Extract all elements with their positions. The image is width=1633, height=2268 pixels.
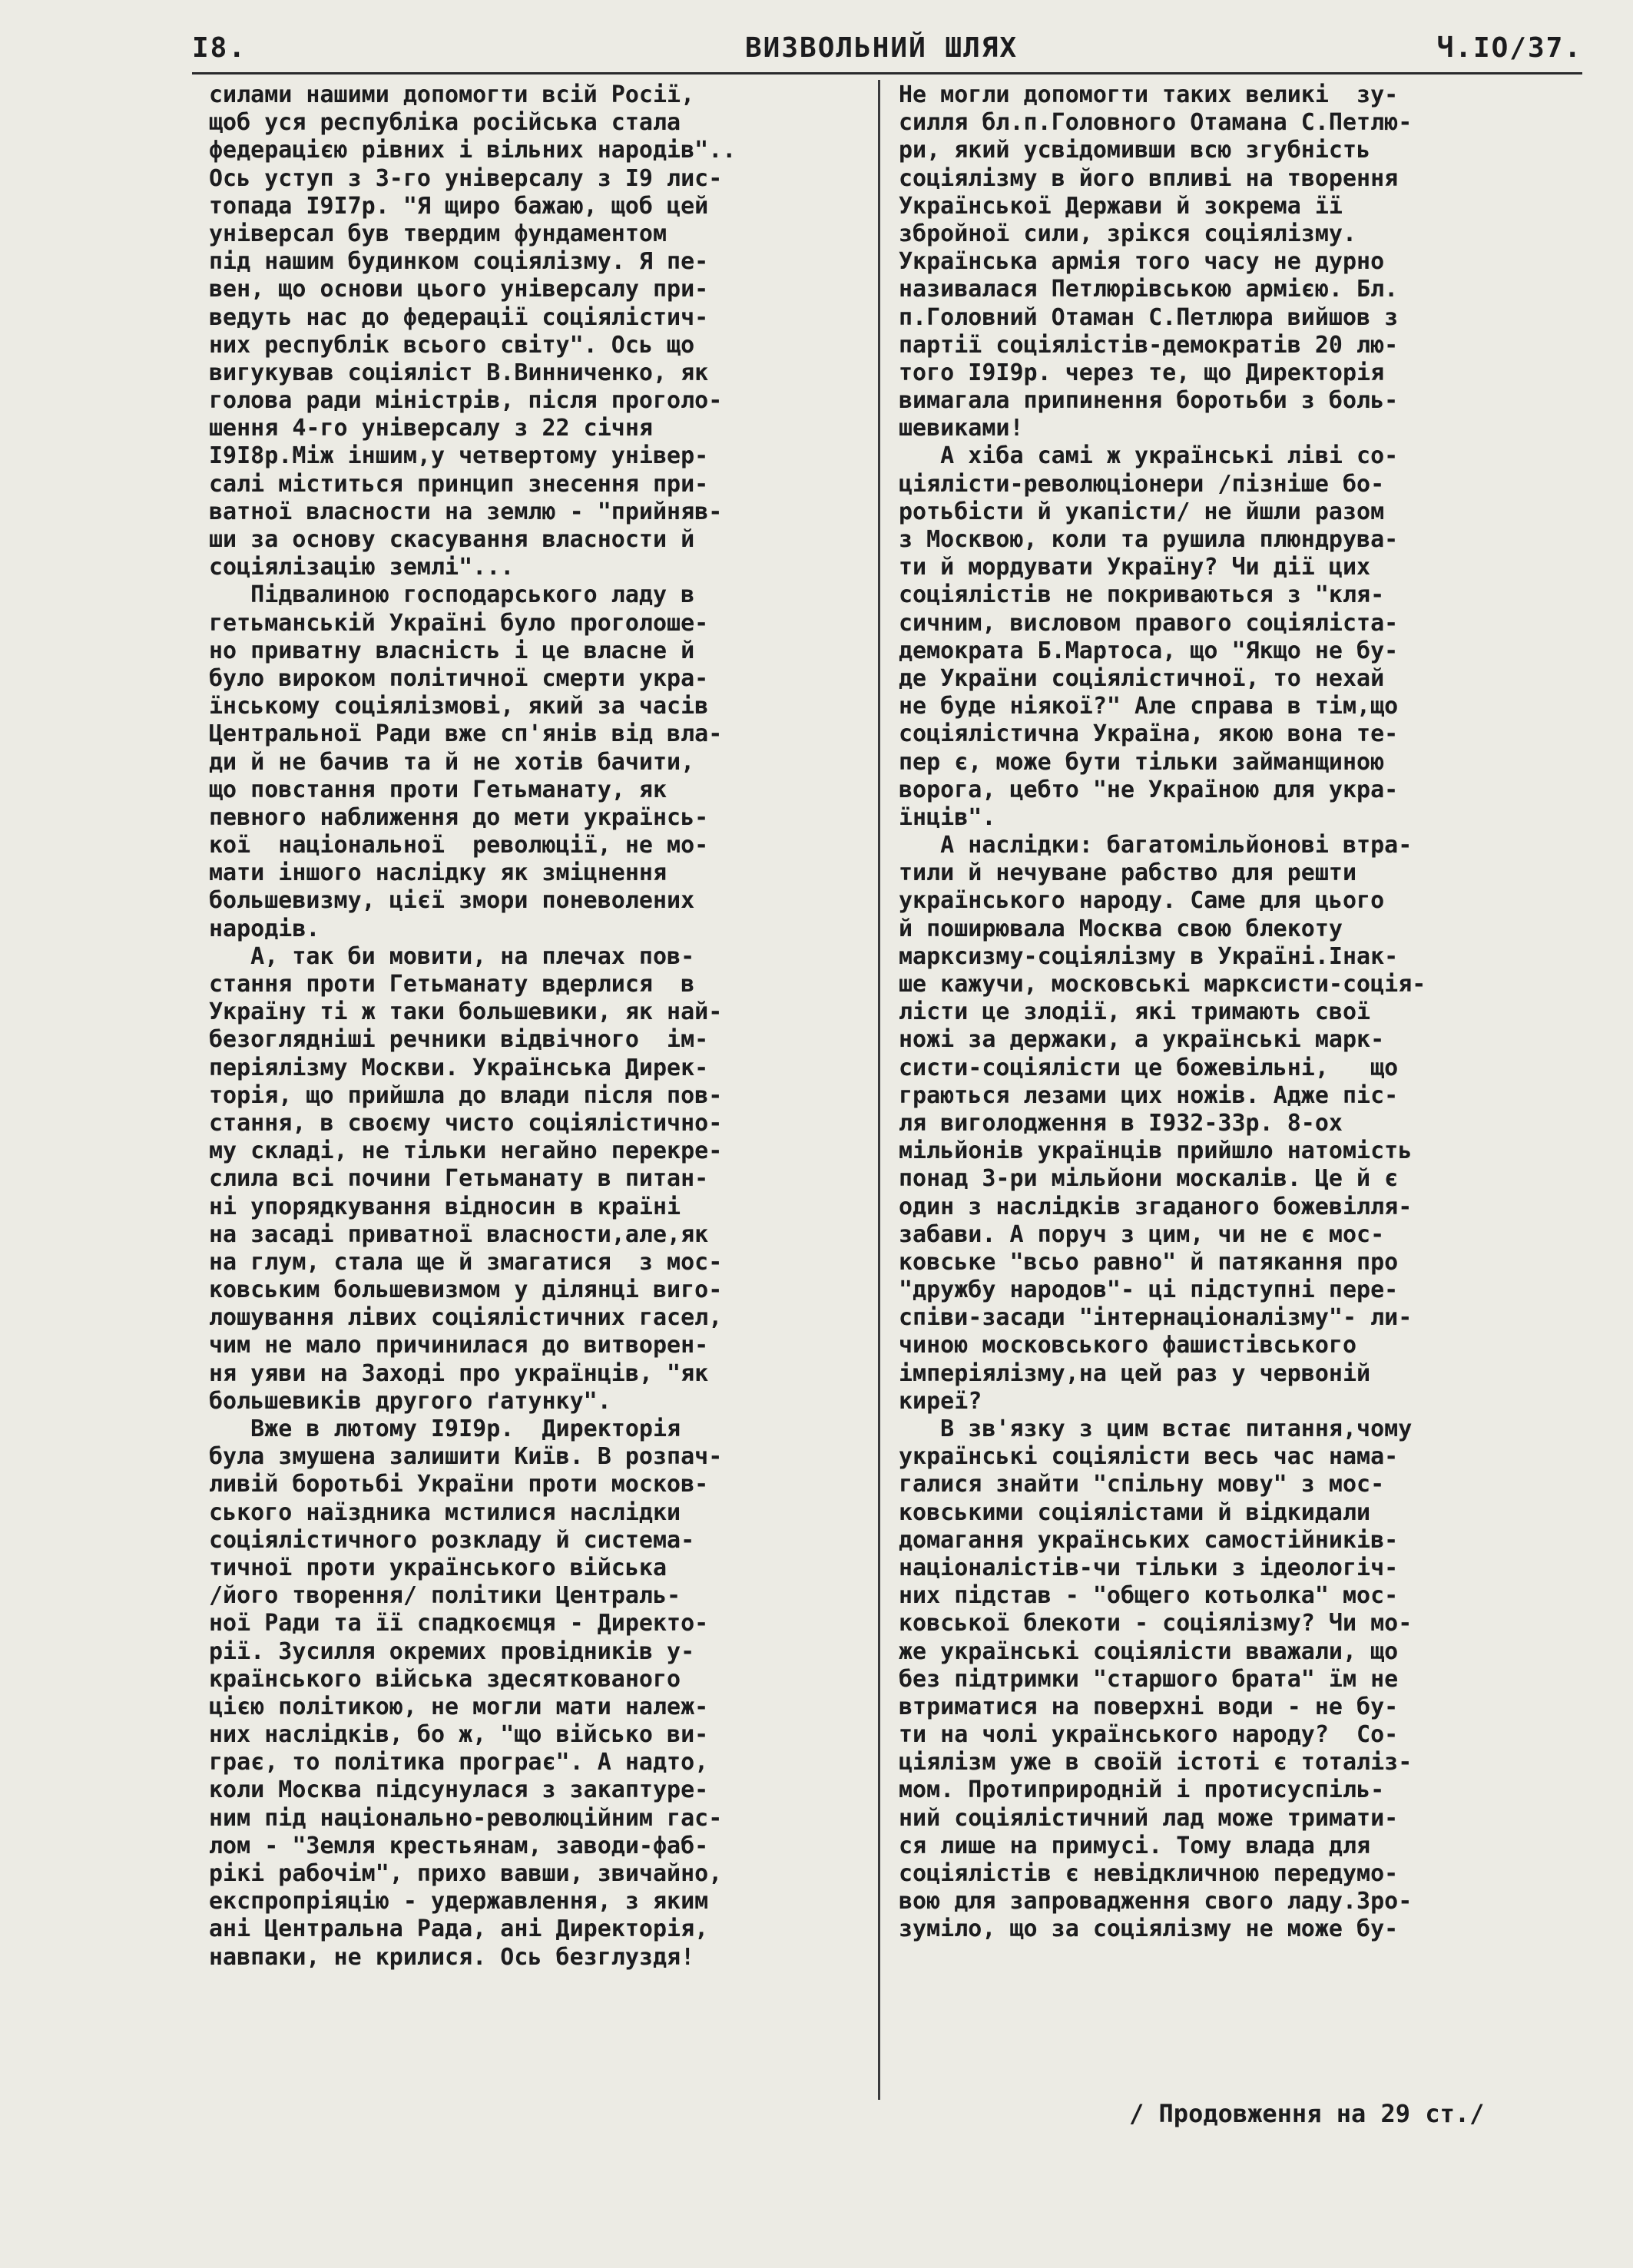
text-line: без підтримки "старшого брата" їм не — [899, 1665, 1399, 1693]
text-line: співи-засади "інтернаціоналізму"- ли- — [899, 1304, 1413, 1332]
text-line: торія, що прийшла до влади після пов- — [209, 1081, 723, 1109]
page-number: I8. — [192, 32, 247, 64]
text-line: рікі рабочім", прихо вавши, звичайно, — [209, 1860, 723, 1887]
text-line: навпаки, не крилися. Ось безглуздя! — [209, 1943, 695, 1971]
text-line: соціялізацію землі"... — [209, 554, 515, 581]
text-line: Підвалиною господарського ладу в — [209, 581, 695, 609]
issue-number: Ч.IO/37. — [1436, 32, 1582, 64]
text-line: них наслідків, бо ж, "що військо ви- — [209, 1721, 709, 1749]
text-line: понад 3-ри мільйони москалів. Це й є — [899, 1165, 1399, 1193]
text-line: рії. Зусилля окремих провідників у- — [209, 1637, 695, 1665]
text-line: й поширювала Москва свою блекоту — [899, 915, 1343, 942]
text-line: на глум, стала ще й змагатися з мос- — [209, 1248, 723, 1276]
text-line: ножі за держаки, а українські марк- — [899, 1026, 1385, 1054]
text-line: ти на чолі українського народу? Со- — [899, 1721, 1399, 1749]
text-line: большевизму, цієї змори поневолених — [209, 887, 695, 915]
text-line: соціялістична Україна, якою вона те- — [899, 720, 1399, 748]
text-line: ковське "всьо равно" й патякання про — [899, 1248, 1399, 1276]
text-line: стання, в своєму чисто соціялістично- — [209, 1109, 723, 1137]
text-line: же українські соціялісти вважали, що — [899, 1637, 1399, 1665]
text-line: шевиками! — [899, 415, 1024, 442]
text-line: но приватну власність і це власне й — [209, 637, 695, 664]
text-line: соціялістів не покриваються з "кля- — [899, 581, 1385, 609]
text-line: втриматися на поверхні води - не бу- — [899, 1693, 1399, 1720]
text-line: "дружбу народов"- ці підступні пере- — [899, 1276, 1399, 1304]
text-line: ні упорядкування відносин в країні — [209, 1193, 681, 1220]
text-line: сичним, висловом правого соціяліста- — [899, 609, 1399, 637]
text-line: них республік всього світу". Ось що — [209, 331, 695, 359]
text-line: I9I8р.Між іншим,у четвертому універ- — [209, 442, 709, 470]
text-line: ним під національно-революційним гас- — [209, 1804, 723, 1832]
text-line: була змушена залишити Київ. В розпач- — [209, 1443, 723, 1471]
text-line: під нашим будинком соціялізму. Я пе- — [209, 248, 709, 276]
text-line: Центральної Ради вже сп'янів від вла- — [209, 720, 723, 748]
text-line: ковської блекоти - соціялізму? Чи мо- — [899, 1610, 1413, 1637]
text-line: большевиків другого ґатунку". — [209, 1387, 611, 1415]
text-line: салі міститься принцип знесення при- — [209, 470, 709, 498]
text-line: називалася Петлюрівською армією. Бл. — [899, 276, 1399, 303]
text-line: вимагала припинення боротьби з боль- — [899, 387, 1399, 415]
text-line: ватної власности на землю - "прийняв- — [209, 498, 723, 525]
text-line: /його творення/ політики Централь- — [209, 1582, 681, 1610]
text-line: українські соціялісти весь час нама- — [899, 1443, 1399, 1471]
text-line: партії соціялістів-демократів 20 лю- — [899, 331, 1399, 359]
text-line: силля бл.п.Головного Отамана С.Петлю- — [899, 109, 1413, 137]
text-line: українського народу. Саме для цього — [899, 887, 1385, 915]
text-line: націоналістів-чи тільки з ідеологіч- — [899, 1554, 1399, 1581]
text-line: соціялістів є невідкличною передумо- — [899, 1860, 1399, 1887]
text-line: народів. — [209, 915, 320, 942]
text-line: них підстав - "общего котьолка" мос- — [899, 1582, 1399, 1610]
text-line: лісти це злодії, які тримають свої — [899, 998, 1371, 1026]
text-line: ського наїздника мстилися наслідки — [209, 1498, 681, 1526]
text-line: один з наслідків згаданого божевілля- — [899, 1193, 1413, 1220]
text-line: Ось уступ з 3-го універсалу з I9 лис- — [209, 164, 723, 192]
text-line: мом. Протиприродній і протисуспіль- — [899, 1776, 1385, 1804]
text-line: демократа Б.Мартоса, що "Якщо не бу- — [899, 637, 1399, 664]
text-line: ся лише на примусі. Тому влада для — [899, 1832, 1371, 1859]
text-line: Вже в лютому I9I9р. Директорія — [209, 1415, 681, 1442]
text-line: зуміло, що за соціялізму не може бу- — [899, 1915, 1399, 1943]
text-line: ди й не бачив та й не хотів бачити, — [209, 748, 695, 776]
text-line: Україну ті ж таки большевики, як най- — [209, 998, 723, 1026]
text-line: ані Центральна Рада, ані Директорія, — [209, 1915, 709, 1943]
text-line: систи-соціялісти це божевільні, що — [899, 1054, 1399, 1081]
text-line: періялізму Москви. Українська Дирек- — [209, 1054, 709, 1081]
text-line: домагання українських самостійників- — [899, 1526, 1399, 1554]
continuation-note: / Продовження на 29 ст./ — [1129, 2099, 1485, 2128]
text-line: гетьманській Україні було проголоше- — [209, 609, 709, 637]
text-line: граються лезами цих ножів. Адже піс- — [899, 1081, 1399, 1109]
text-line: де України соціялістичної, то нехай — [899, 664, 1385, 692]
text-line: забави. А поруч з цим, чи не є мос- — [899, 1220, 1385, 1248]
text-line: тичної проти українського війська — [209, 1554, 667, 1581]
text-line: коли Москва підсунулася з закаптуре- — [209, 1776, 709, 1804]
text-line: ши за основу скасування власности й — [209, 526, 695, 553]
publication-title: ВИЗВОЛЬНИЙ ШЛЯХ — [745, 32, 1019, 64]
text-line: соціялізму в його впливі на творення — [899, 164, 1399, 192]
text-line: марксизму-соціялізму в Україні.Інак- — [899, 942, 1399, 970]
text-line: ковськими соціялістами й відкидали — [899, 1498, 1371, 1526]
text-line: чиною московського фашистівського — [899, 1332, 1357, 1359]
text-line: галися знайти "спільну мову" з мос- — [899, 1471, 1385, 1498]
text-line: ше кажучи, московські марксисти-соція- — [899, 971, 1426, 998]
text-line: щоб уся республіка російська стала — [209, 109, 681, 137]
text-line: що повстання проти Гетьманату, як — [209, 776, 667, 803]
text-line: того I9I9р. через те, що Директорія — [899, 359, 1385, 386]
right-text-column — [899, 81, 1582, 1944]
text-line: універсал був твердим фундаментом — [209, 220, 667, 247]
text-line: ведуть нас до федерації соціялістич- — [209, 303, 709, 331]
text-line: мільйонів українців прийшло натомість — [899, 1137, 1413, 1165]
text-line: ри, який усвідомивши всю згубність — [899, 137, 1371, 164]
text-line: шення 4-го універсалу з 22 січня — [209, 415, 653, 442]
text-line: певного наближення до мети українсь- — [209, 803, 709, 831]
text-line: Не могли допомогти таких великі зу- — [899, 81, 1399, 108]
left-text-column — [209, 81, 869, 1972]
page-header — [192, 32, 1582, 71]
text-line: імперіялізму,на цей раз у червоній — [899, 1359, 1371, 1387]
text-line: А хіба самі ж українські ліві со- — [899, 442, 1399, 470]
text-line: з Москвою, коли та рушила плюндрува- — [899, 526, 1399, 553]
text-line: не буде ніякої?" Але справа в тім,що — [899, 693, 1399, 720]
text-line: на засаді приватної власности,але,як — [209, 1220, 709, 1248]
text-line: експропріяцію - удержавлення, з яким — [209, 1888, 709, 1915]
text-line: Української Держави й зокрема її — [899, 192, 1343, 220]
text-line: їнському соціялізмові, який за часів — [209, 693, 709, 720]
text-line: лошування лівих соціялістичних гасел, — [209, 1304, 723, 1332]
text-line: пер є, може бути тільки займанщиною — [899, 748, 1385, 776]
text-line: А наслідки: багатомільйонові втра- — [899, 832, 1413, 859]
text-line: ціялісти-революціонери /пізніше бо- — [899, 470, 1385, 498]
text-line: ворога, цебто "не Україною для укра- — [899, 776, 1399, 803]
text-line: ний соціялістичний лад може тримати- — [899, 1804, 1399, 1832]
text-line: лом - "Земля крестьянам, заводи-фаб- — [209, 1832, 709, 1859]
text-line: му складі, не тільки негайно перекре- — [209, 1137, 723, 1165]
text-line: стання проти Гетьманату вдерлися в — [209, 971, 695, 998]
text-line: киреї? — [899, 1387, 982, 1415]
text-line: вен, що основи цього універсалу при- — [209, 276, 709, 303]
text-line: кої національної революції, не мо- — [209, 832, 709, 859]
text-line: федерацією рівних і вільних народів".. — [209, 137, 737, 164]
text-line: цією політикою, не могли мати належ- — [209, 1693, 709, 1720]
text-line: тили й нечуване рабство для решти — [899, 859, 1357, 887]
text-line: Українська армія того часу не дурно — [899, 248, 1385, 276]
text-line: ля виголодження в I932-33р. 8-ох — [899, 1109, 1343, 1137]
text-line: ротьбісти й укапісти/ не йшли разом — [899, 498, 1385, 525]
text-line: слила всі почини Гетьманату в питан- — [209, 1165, 709, 1193]
text-line: В зв'язку з цим встає питання,чому — [899, 1415, 1413, 1442]
text-line: голова ради міністрів, після проголо- — [209, 387, 723, 415]
text-line: країнського війська здесяткованого — [209, 1665, 681, 1693]
text-line: ливій боротьбі України проти москов- — [209, 1471, 709, 1498]
text-line: грає, то політика програє". А надто, — [209, 1749, 709, 1776]
text-line: ціялізм уже в своїй істоті є тоталіз- — [899, 1749, 1413, 1776]
text-line: топада I9I7р. "Я щиро бажаю, щоб цей — [209, 192, 709, 220]
text-line: вою для запровадження свого ладу.Зро- — [899, 1888, 1413, 1915]
text-line: збройної сили, зрікся соціялізму. — [899, 220, 1357, 247]
text-line: чим не мало причинилася до витворен- — [209, 1332, 709, 1359]
header-rule — [192, 72, 1582, 74]
text-line: безоглядніші речники відвічного ім- — [209, 1026, 709, 1054]
text-line: А, так би мовити, на плечах пов- — [209, 942, 695, 970]
text-line: ня уяви на Заході про українців, "як — [209, 1359, 709, 1387]
text-line: п.Головний Отаман С.Петлюра вийшов з — [899, 303, 1399, 331]
text-line: їнців". — [899, 803, 996, 831]
text-line: ти й мордувати Україну? Чи дії цих — [899, 554, 1371, 581]
text-line: ковським большевизмом у ділянці виго- — [209, 1276, 723, 1304]
text-line: мати іншого наслідку як зміцнення — [209, 859, 667, 887]
text-line: було вироком політичної смерти укра- — [209, 664, 709, 692]
text-line: ної Ради та її спадкоємця - Директо- — [209, 1610, 709, 1637]
column-divider — [878, 80, 880, 2100]
text-line: соціялістичного розкладу й системa- — [209, 1526, 695, 1554]
text-line: силами нашими допомогти всій Росії, — [209, 81, 695, 108]
text-line: вигукував соціяліст В.Винниченко, як — [209, 359, 709, 386]
